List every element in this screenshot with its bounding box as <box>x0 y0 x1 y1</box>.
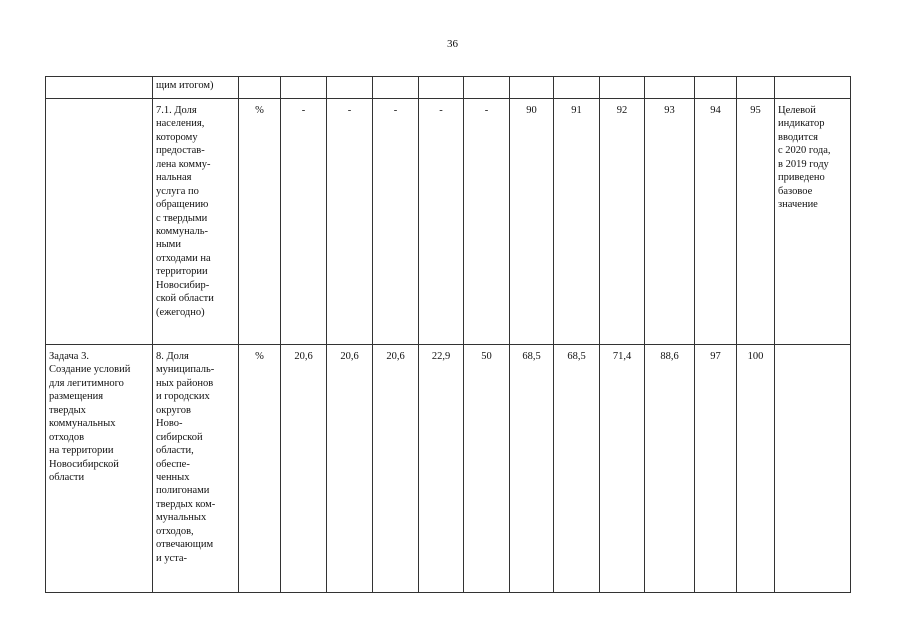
value-cell: 97 <box>695 345 737 593</box>
unit-cell: % <box>239 99 281 345</box>
value-cell <box>600 77 645 99</box>
value-cell: 20,6 <box>281 345 327 593</box>
value-cell: 92 <box>600 99 645 345</box>
value-cell <box>373 77 419 99</box>
indicator-cell: 7.1. Доля населения, которому предостав- лена комму- нальная услуга по обращению с твердыми коммуналь- ными отходами на территории Новосибир- ской области (ежегодно) <box>153 99 239 345</box>
task-cell <box>46 99 153 345</box>
value-cell: - <box>281 99 327 345</box>
value-cell: - <box>327 99 373 345</box>
note-cell <box>775 77 851 99</box>
value-cell <box>554 77 600 99</box>
table-row-indicator-8 <box>46 345 851 593</box>
note-cell <box>775 345 851 593</box>
value-cell: 93 <box>645 99 695 345</box>
value-cell <box>737 77 775 99</box>
note-cell: Целевой индикатор вводится с 2020 года, в 2019 году приведено базовое значение <box>775 99 851 345</box>
value-cell: 88,6 <box>645 345 695 593</box>
value-cell: 20,6 <box>327 345 373 593</box>
value-cell: 94 <box>695 99 737 345</box>
value-cell: 50 <box>464 345 510 593</box>
value-cell: 22,9 <box>419 345 464 593</box>
indicator-cell: 8. Доля муниципаль- ных районов и городских округов Ново- сибирской области, обеспе- ченных полигонами твердых ком- мунальных отходов, отвечающим и уста- <box>153 345 239 593</box>
table-row-continuation <box>46 77 851 99</box>
value-cell <box>645 77 695 99</box>
value-cell: - <box>373 99 419 345</box>
value-cell: - <box>464 99 510 345</box>
task-cell <box>46 77 153 99</box>
value-cell <box>419 77 464 99</box>
value-cell <box>281 77 327 99</box>
value-cell: 90 <box>510 99 554 345</box>
value-cell: 95 <box>737 99 775 345</box>
unit-cell <box>239 77 281 99</box>
value-cell: - <box>419 99 464 345</box>
unit-cell: % <box>239 345 281 593</box>
value-cell: 20,6 <box>373 345 419 593</box>
value-cell: 68,5 <box>554 345 600 593</box>
value-cell <box>464 77 510 99</box>
table-row-indicator-7-1 <box>46 99 851 345</box>
page-number: 36 <box>447 38 458 50</box>
value-cell <box>510 77 554 99</box>
value-cell <box>327 77 373 99</box>
value-cell: 91 <box>554 99 600 345</box>
value-cell: 68,5 <box>510 345 554 593</box>
value-cell: 71,4 <box>600 345 645 593</box>
task-cell: Задача 3. Создание условий для легитимного размещения твердых коммунальных отходов на территории Новосибирской области <box>46 345 153 593</box>
indicator-table <box>45 76 851 593</box>
indicator-cell: щим итогом) <box>153 77 239 99</box>
value-cell <box>695 77 737 99</box>
value-cell: 100 <box>737 345 775 593</box>
